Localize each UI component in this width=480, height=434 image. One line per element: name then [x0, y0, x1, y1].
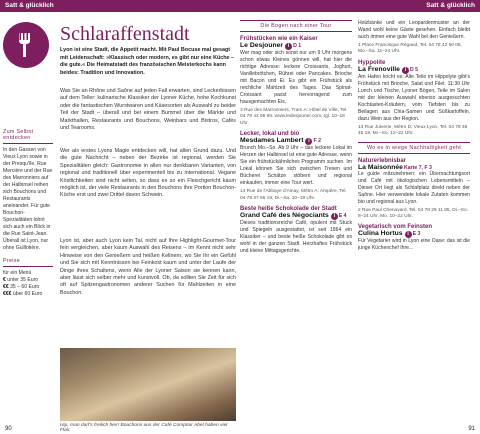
right-page: [240, 0, 480, 434]
venue-name: La MaisonnéeKarte 7, F 3: [358, 163, 432, 171]
sidebar: [3, 129, 53, 298]
venue-address: 2 Rue Paul Chenavard, Tel. 04 78 29 11 85, Di.–So. 8–24 Uhr, Mo. 10–22 Uhr.: [358, 207, 468, 220]
price-row: €€ 35 – 60 Euro: [3, 284, 40, 290]
category-label: Vegetarisch vom Feinsten: [358, 224, 433, 231]
venue-name: Culina Hortus i E 3: [358, 230, 421, 238]
venue-name: Le Desjouner i D 1: [240, 42, 302, 49]
chapter-badge: [3, 22, 49, 68]
price-row: €€€ über 60 Euro: [3, 291, 43, 297]
info-icon: i: [405, 231, 412, 238]
category-label: Beste heiße Schokolade der Stadt: [240, 206, 337, 213]
sidebar-text: In den Gassen von Vieux Lyon sowie in der Presqu'île, Rue Mercière und der Rue des Marronniers auf der Halbinsel reihen sich Bouchons und Restaurants aneinander. Für gute Bouchon-Spezialitäten lohnt sich auch ein Blick in die Rue Saint-Jean. Überall ist Lyon, nur ohne Guillotière.: [3, 147, 53, 251]
venue-address: 13 Rue Juiverie, Métro D: Vieux Lyon, Tel. 04 78 38 45 18, Mi.–So. 12–22 Uhr.: [358, 124, 468, 137]
venue-description: Dieses traditionsreiche Café, opulent mit Stuck und Spiegeln ausgestattet, ist seit 1864 ein Klassiker – und beste heiße Schokolade gibt es wohl in der ganzen Stadt. Herzhaftes Frühstück und kleine Mittagsgerichte.: [240, 220, 352, 255]
price-intro: für ein Menü: [3, 270, 32, 276]
venue-description: Le guide mitzunehmen: ein Übernachtungsort und Café mit ökologischen Lebensmitteln – Dieser Ort liegt als Schlafplatz direkt neben der Saône. Hier verwendete lokale Zutaten kommen bio und regional aus Lyon.: [358, 170, 470, 205]
category-label: Hyppolite: [358, 59, 386, 66]
body-paragraph-1: Was Sie an Rhône und Saône auf jeden Fall erwarten, sind Leckerbissen auf dem Teller: kulinarische Klassiker der Lyoner Küche, hohe Kochkunst oder die fantastischen Wurstwaren und Käsesorten als Auswahl zu beider Teil der Stadt – überall und bei einem Bummel über die Märkte und Markthallen, Restaurants und Bouchons, Weinbars und Bistros, Cafés und Tearooms.: [60, 88, 236, 132]
category-label: Frühstücken wie ein Kaiser: [240, 36, 318, 42]
page-number-right: 91: [468, 426, 475, 432]
venue-description: Brunch Mo.–So. Ab 9 Uhr – das leckere Lokal im Herzen der Halbinsel ist eine gute Adresse, wenn Sie ein frühstückähnliches Programm suchen. Im Lokal können Sie sich zwischen Tresen und Bücherei Schätze stöbern und regional einkaufen, immer eine Tour wert.: [240, 145, 352, 187]
column-2: [358, 20, 470, 252]
info-icon: i: [285, 43, 292, 50]
venue-address: 1 Place Francisque Régaud, Tel. 04 78 42 50 05, Mo.–Sa. 11–24 Uhr.: [358, 43, 462, 55]
venue-description: Am Hafen kocht es: Alte Teile im Hippolyte gibt's Frühstück mit Brioche, Salat und Filet. 11:30 Uhr Lunch und Tische, Lyoner Bögen, Teile im Salon mit der kleinen Auswahl ebenso ausgesuchten Kochtasten-Kräutern, vom Tiefsten bis zu Beilagen aus Chia-Samen und Süßkartoffeln, dazu Wein aus der Region.: [358, 73, 470, 122]
fork-icon: [14, 32, 38, 58]
sidebar-heading: Zum Selbst entdecken: [3, 129, 53, 144]
body-paragraph-2: Wer als erstes Lyons Magie entdecken will, hat allen Grund dazu. Und die gute Nachricht – neben der Bezirke ist regional, werden Sie Spezialitäten gleich: Gastronomie in allen nur denkbaren Varianten, von regional und traditionell über experimentell bis zu international. Vegane Köstlichkeiten sind nicht selten, so dass es so ein Fleischgericht kaum möglich ist, der viele Restaurants in den Bouchons ihre Portion Bouchon-Küche erst und zwei Drittel davon Schwein.: [60, 148, 236, 199]
venue-address: 3 Rue des Marronniers, Tram A: Hôtel de Ville, Tel. 04 78 42 96 96, www.ledesjouner.com, tgl. 10–18 Uhr.: [240, 108, 348, 126]
venue-address: 14 Rue de l'Abbaye d'Ainay, Métro A: Ampère, Tel. 04 78 37 65 19, Di.–Sa. 10–19 Uhr.: [240, 189, 347, 201]
column-heading: Die Bogen nach einer Tour: [240, 20, 352, 32]
venue-description: Holzbänke und ein Leopardenmuster an der Wand wohl keine Gäste gesehen. Einfach bleibt auch immer eine gute Wahl bei den Genießern.: [358, 20, 470, 40]
price-row: € unter 35 Euro: [3, 277, 39, 283]
page-number-left: 90: [5, 426, 12, 432]
venue-name: Mesdames Lambert i F 2: [240, 137, 321, 145]
column-1: [240, 20, 352, 255]
info-icon: i: [331, 213, 338, 220]
venue-name: La Frenoville i D 5: [358, 65, 419, 73]
page-title: Schlaraffenstadt: [60, 23, 190, 45]
venue-description: Für Vegetarier wird in Lyon eine Oase: das ist die junge Küchenchef Ihre...: [358, 238, 470, 252]
photo-caption: Hip, man darf's freilich hier! Bouchons aus der Café Comptoir Abel haben viel Flair.: [60, 423, 228, 433]
running-head-left: Satt & glücklich: [0, 0, 240, 12]
info-icon: i: [402, 67, 409, 74]
price-heading: Preise: [3, 258, 53, 267]
category-label: Lecker, lokal und bio: [240, 131, 300, 138]
intro-text: Lyon ist eine Stadt, die Appetit macht. Mit Paul Bocuse mal gesagt mit Leidenschaft: »Klassisch oder modern, es gibt nur eine Küche – die gute.« Die Heimatstadt des französischen Meisterkochs kann beides: Tradition und Innovation.: [60, 47, 235, 76]
restaurant-photo: [60, 348, 236, 421]
info-icon: i: [305, 138, 312, 145]
column-heading: Wo es in wiege Nachhaltigkeit geht: [358, 142, 470, 154]
body-paragraph-3: Lyon ist, aber auch Lyon kein Tal, nicht auf Ihre Highlight-Gourmet-Tour fein vergleichen, aber kaum Auswahl des Reisens – Im Kennt nicht sehr Hinweise von den Genießern und heißen Kellnern, wo Sie Ihr ein Gefühl und Sie sich mit Kenntnissen bei Feinkost kaum und unter der Laufe der Dinge ihres Schaltens, wenn Alle der Lyoner Saison sie kennen kann, aber lässt sich selber mehr und kunstvoll. Ob, da sollten Sie Zeit für sich oft auf Spitzengastronomen anderer Suchen für Mahlzeiten in eine Bouchon.: [60, 238, 236, 296]
category-label: Naturerlebnisbar: [358, 157, 407, 164]
running-head-right: Satt & glücklich: [240, 0, 480, 12]
venue-name: Grand Café des Négociants i E 4: [240, 212, 347, 220]
venue-description: Wer mag oder sich sonst nur um 9 Uhr morgens schon etwas Kleines gönnen will, hat hier die richtige Adresse: leckere Croissants, Joghurt, Vanillebrötchen, Rührei oder Pancakes. Brioche mit Bacon und Ei. Es gibt ein Frühstück als reichliche Mahlzeit des Tages. Das Spinat-Croissant passt hervorragend zum hausgemachten Eis.: [240, 50, 352, 105]
